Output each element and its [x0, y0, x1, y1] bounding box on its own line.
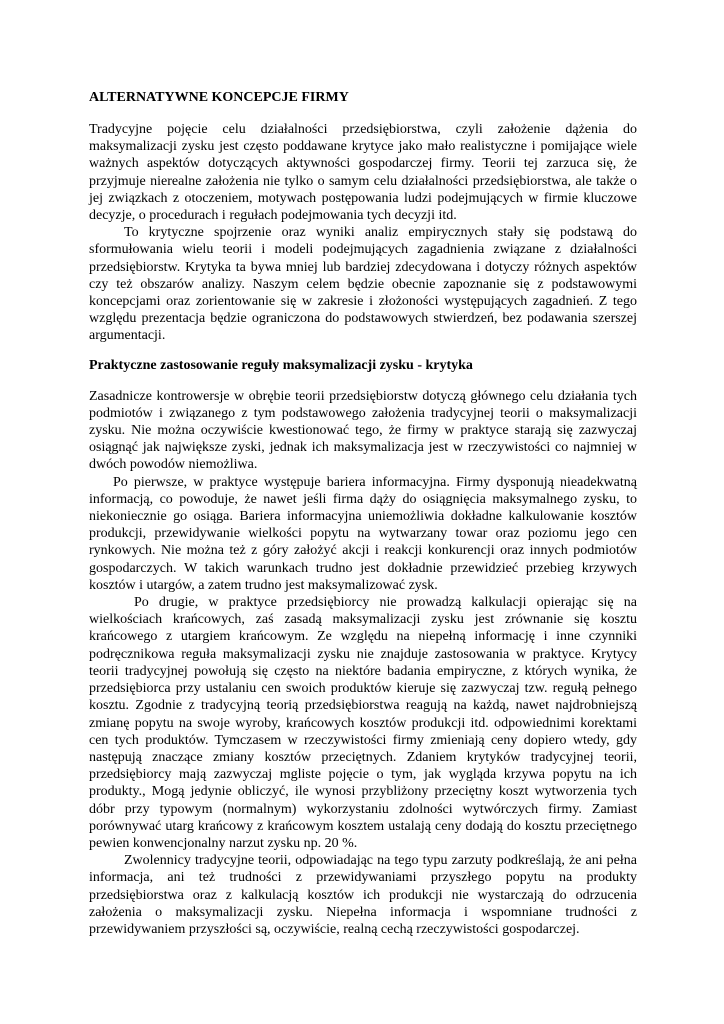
section-paragraph-2: Po pierwsze, w praktyce występuje bariera informacyjna. Firmy dysponują nieadekwatną informacją, co powoduje, że nawet jeśli firma dąży do osiągnięcia maksymalnego zysku, to niekoniecznie go osiąga. Bariera informacyjna uniemożliwia dokładne kalkulowanie kosztów produkcji, przewidywanie wielkości popytu na wytwarzany towar oraz poziomu jego cen rynkowych. Nie można też z góry założyć akcji i reakcji konkurencji oraz innych podmiotów gospodarczych. W takich warunkach trudno jest dokładnie przewidzieć przebieg krzywych kosztów i utargów, a zatem trudno jest maksymalizować zysk.: [89, 474, 637, 593]
section-paragraph-3: Po drugie, w praktyce przedsiębiorcy nie prowadzą kalkulacji opierając się na wielkościach krańcowych, zaś zasadą maksymalizacji zysku jest zrównanie się kosztu krańcowego z utargiem krańcowym. Ze względu na niepełną informację i inne czynniki podręcznikowa reguła maksymalizacji zysku nie znajduje zastosowania w praktyce. Krytycy teorii tradycyjnej powołują się często na niektóre badania empiryczne, z których wynika, że przedsiębiorca przy ustalaniu cen swoich produktów kieruje się zazwyczaj tzw. regułą pełnego kosztu. Zgodnie z tradycyjną teorią przedsiębiorstwa reagują na każdą, nawet najdrobniejszą zmianę popytu na swoje wyroby, krańcowych kosztów produkcji itd. odpowiednimi korektami cen tych produktów. Tymczasem w rzeczywistości firmy zmieniają ceny dopiero wtedy, gdy następują znaczące zmiany kosztów przeciętnych. Zdaniem krytyków tradycyjnej teorii, przedsiębiorcy mają zazwyczaj mgliste pojęcie o tym, jak wygląda krzywa popytu na ich produkty., Mogą jedynie obliczyć, ile wynosi przybliżony przeciętny koszt wytworzenia tych dóbr przy typowym (normalnym) wykorzystaniu zdolności wytwórczych firmy. Zamiast porównywać utarg krańcowy z krańcowym kosztem ustalają ceny dodają do kosztu przeciętnego pewien konwencjonalny narzut zysku np. 20 %.: [89, 595, 637, 851]
intro-paragraph-2: To krytyczne spojrzenie oraz wyniki analiz empirycznych stały się podstawą do sformułowania wielu teorii i modeli podejmujących zagadnienia związane z działalności przedsiębiorstw. Krytyka ta bywa mniej lub bardziej zdecydowana i dotyczy różnych aspektów czy też obszarów analizy. Naszym celem będzie obecnie zapoznanie się z podstawowymi koncepcjami oraz zorientowanie się w zakresie i złożoności występujących zagadnień. Z tego względu prezentacja będzie ograniczona do podstawowych stwierdzeń, bez podawania szerszej argumentacji.: [89, 225, 637, 344]
section-paragraph-1: Zasadnicze kontrowersje w obrębie teorii przedsiębiorstw dotyczą głównego celu działania tych podmiotów i związanego z tym podstawowego założenia tradycyjnej teorii o maksymalizacji zysku. Nie można oczywiście kwestionować tego, że firmy w praktyce starają się zazwyczaj osiągnąć jak największe zyski, jednak ich maksymalizacja jest w rzeczywistości co najmniej w dwóch powodów niemożliwa.: [89, 388, 637, 473]
intro-paragraph-1: Tradycyjne pojęcie celu działalności przedsiębiorstwa, czyli założenie dążenia do maksymalizacji zysku jest często poddawane krytyce jako mało realistyczne i pomijające wiele ważnych aspektów dotyczących aktywności gospodarczej firmy. Teorii tej zarzuca się, że przyjmuje nierealne założenia nie tylko o samym celu działalności przedsiębiorstwa, ale także o jej związkach z otoczeniem, motywach postępowania ludzi podejmujących w firmie kluczowe decyzje, o procedurach i regułach podejmowania tych decyzji itd.: [89, 122, 637, 224]
document-body: [89, 89, 637, 938]
section-paragraph-4: Zwolennicy tradycyjne teorii, odpowiadając na tego typu zarzuty podkreślają, że ani pełna informacja, ani też trudności z przewidywaniami przyszłego popytu na produkty przedsiębiorstwa oraz z kalkulacją kosztów ich produkcji nie wystarczają do odrzucenia założenia o maksymalizacji zysku. Niepełna informacja i wspomniane trudności z przewidywaniem przyszłości są, oczywiście, realną cechą rzeczywistości gospodarczej.: [89, 853, 637, 937]
document-title: ALTERNATYWNE KONCEPCJE FIRMY: [89, 90, 349, 105]
section-heading: Praktyczne zastosowanie reguły maksymalizacji zysku - krytyka: [89, 357, 473, 373]
